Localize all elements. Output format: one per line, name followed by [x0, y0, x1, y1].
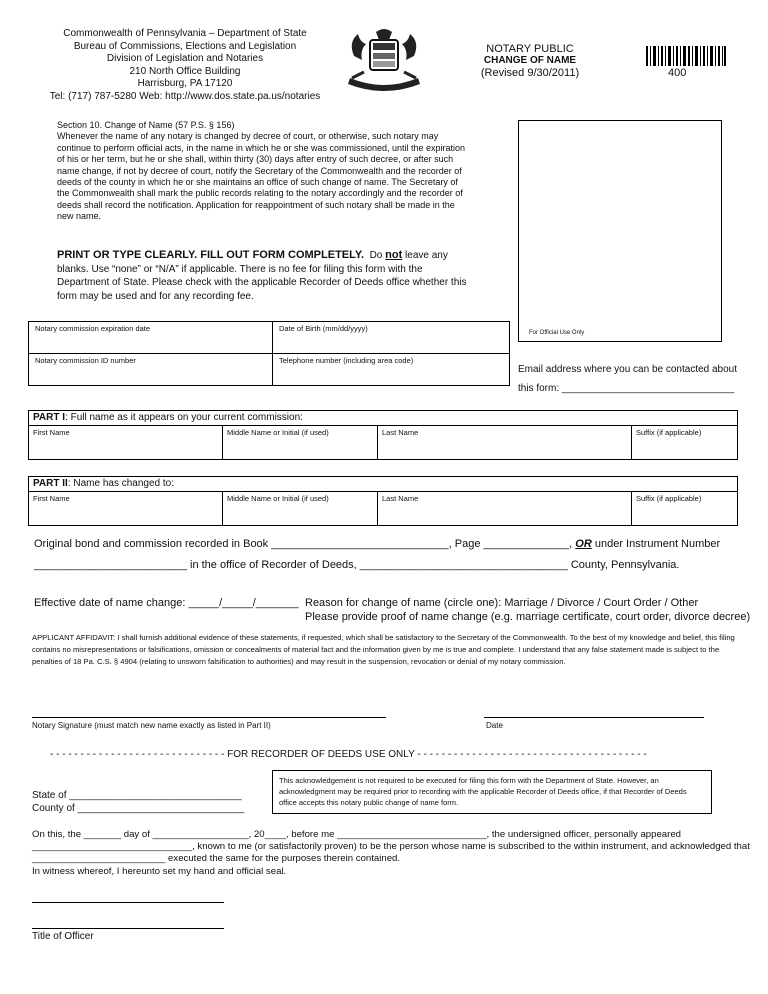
commission-info-grid	[28, 321, 510, 386]
state-of-field[interactable]: State of _______________________________	[32, 790, 242, 801]
part1-middle-name-label: Middle Name or Initial (if used)	[227, 428, 329, 437]
form-title	[470, 43, 590, 79]
bond-line1-a: Original bond and commission recorded in Book _____________________________, Page ______________,	[34, 538, 573, 550]
bond-line1[interactable]	[34, 538, 720, 550]
pennsylvania-seal-icon	[340, 26, 428, 94]
section10-heading: Section 10. Change of Name (57 P.S. § 156)	[57, 120, 235, 130]
expiration-date-label: Notary commission expiration date	[35, 324, 151, 333]
email-field[interactable]	[518, 360, 738, 398]
part2-last-name-label: Last Name	[382, 494, 419, 503]
form-title-line2: CHANGE OF NAME	[483, 55, 577, 66]
part1-table	[28, 410, 738, 460]
part1-suffix-label: Suffix (if applicable)	[636, 428, 702, 437]
notary-signature-line[interactable]	[32, 717, 386, 718]
ack-line2[interactable]: ______________________________, known to me (or satisfactorily proven) to be the person whose name is subscribed to the within instrument, and acknowledged that	[32, 841, 750, 852]
part2-last-name-field[interactable]	[378, 492, 632, 526]
part2-first-name-field[interactable]	[29, 492, 223, 526]
effective-date-field[interactable]: Effective date of name change: _____/_____/_______	[34, 597, 299, 609]
recorder-note-box: This acknowledgement is not required to be executed for filing this form with the Department of State. However, an acknowledgment may be required prior to recording with the applicable Recorder of Deeds office, if that Recorder of Deeds office accepts this notary public change of name form.	[272, 770, 712, 814]
bond-or: OR	[575, 538, 592, 550]
header-line: Harrisburg, PA 17120	[137, 78, 233, 89]
dob-field[interactable]	[273, 322, 509, 354]
date-line[interactable]	[484, 717, 704, 718]
agency-header	[30, 28, 340, 103]
expiration-date-field[interactable]	[29, 322, 273, 354]
header-line: Division of Legislation and Notaries	[106, 53, 264, 64]
part1-first-name-field[interactable]	[29, 426, 223, 460]
form-title-line1: NOTARY PUBLIC	[486, 43, 574, 55]
barcode-icon	[646, 46, 726, 66]
header-line: Commonwealth of Pennsylvania – Department of State	[63, 28, 307, 39]
instructions-not: not	[385, 249, 403, 261]
official-use-box	[518, 120, 722, 342]
part1-last-name-label: Last Name	[382, 428, 419, 437]
notary-signature-label: Notary Signature (must match new name exactly as listed in Part II)	[32, 721, 271, 730]
phone-label: Telephone number (including area code)	[279, 356, 414, 365]
part1-suffix-field[interactable]	[632, 426, 737, 460]
email-label-line2: this form: _______________________________	[518, 383, 735, 394]
part1-header	[29, 411, 737, 426]
part1-row	[29, 426, 737, 460]
section10-body: Whenever the name of any notary is changed by decree of court, or otherwise, such notary may continue to perform official acts, in the name in which he or she was commissioned, until the expiration of his or her term, but he or she shall, within thirty (30) days after entry of such decree, or after such name change, if not by decree of court, notify the Secretary of the Commonwealth and the recorder of deeds of the county in which he or she maintains an office of such change of name. The Secretary of the Commonwealth shall mark the public records relating to the notary accordingly and the recorder of deeds shall record the notification. Application for reappointment of such notary shall be made in the new name.	[57, 131, 466, 222]
header-line: Bureau of Commissions, Elections and Legislation	[73, 40, 297, 52]
bond-line1-b: under Instrument Number	[594, 538, 721, 550]
proof-line: Please provide proof of name change (e.g. marriage certificate, court order, divorce decree)	[305, 611, 751, 623]
email-label: Email address where you can be contacted about	[518, 364, 738, 375]
county-of-field[interactable]: County of ______________________________	[32, 803, 245, 814]
part2-table	[28, 476, 738, 526]
commission-id-field[interactable]	[29, 354, 273, 385]
part2-suffix-label: Suffix (if applicable)	[636, 494, 702, 503]
part2-header	[29, 477, 737, 492]
part2-row	[29, 492, 737, 526]
part2-first-name-label: First Name	[33, 494, 70, 503]
instructions	[57, 249, 477, 303]
recorder-divider: - - - - - - - - - - - - - - - - - - - - - - - - - - - - - FOR RECORDER OF DEEDS USE ONLY - - - - - - - - - - - - - - - - - - - - - - - - - - - - - - - - - - - - - -	[50, 749, 647, 760]
instructions-rest1: leave any blanks.	[57, 250, 448, 275]
applicant-affidavit: APPLICANT AFFIDAVIT: I shall furnish additional evidence of these statements, if requested, which shall be satisfactory to the Secretary of the Commonwealth. To the best of my knowledge and belief, this filing contains no misrepresentations or falsifications, omission or concealments of material fact and the information given by me is true and complete. I understand that any false statement made is subject to the penalties of 18 Pa. C.S. § 4904 (relating to unsworn falsification to authorities) and may result in the suspension, revocation or denial of my notary commission.	[32, 633, 735, 666]
part2-middle-name-label: Middle Name or Initial (if used)	[227, 494, 329, 503]
part1-title: PART I	[33, 412, 66, 423]
date-label: Date	[486, 721, 503, 730]
barcode-number: 400	[668, 67, 687, 79]
part2-subtitle: : Name has changed to:	[67, 478, 175, 489]
part2-middle-name-field[interactable]	[223, 492, 378, 526]
phone-field[interactable]	[273, 354, 509, 385]
reason-line[interactable]: Reason for change of name (circle one): Marriage / Divorce / Court Order / Other	[305, 597, 699, 609]
official-use-label: For Official Use Only	[529, 330, 585, 336]
revision-date: (Revised 9/30/2011)	[480, 67, 580, 79]
part1-subtitle: : Full name as it appears on your current commission:	[65, 412, 303, 423]
part1-first-name-label: First Name	[33, 428, 70, 437]
instructions-do: Do	[369, 250, 383, 261]
ack-line4: In witness whereof, I hereunto set my hand and official seal.	[32, 866, 287, 877]
instructions-bold: PRINT OR TYPE CLEARLY. FILL OUT FORM COMPLETELY.	[57, 249, 365, 261]
instructions-rest2: Use “none” or “N/A” if applicable. There is no fee for filing this form with the Department of State. Please check with the applicable Recorder of Deeds office whether this form may be used and for any recording fee.	[57, 263, 467, 302]
header-line: 210 North Office Building	[129, 65, 241, 77]
title-of-officer-label: Title of Officer	[32, 931, 94, 942]
part1-last-name-field[interactable]	[378, 426, 632, 460]
ack-line1[interactable]: On this, the _______ day of __________________, 20____, before me ____________________________, the undersigned officer, personally appeared	[32, 829, 682, 840]
part1-middle-name-field[interactable]	[223, 426, 378, 460]
officer-title-line[interactable]	[32, 928, 224, 929]
header-line: Tel: (717) 787-5280 Web: http://www.dos.state.pa.us/notaries	[49, 90, 321, 102]
officer-signature-line[interactable]	[32, 902, 224, 903]
dob-label: Date of Birth (mm/dd/yyyy)	[279, 324, 368, 333]
part2-suffix-field[interactable]	[632, 492, 737, 526]
section10	[57, 120, 467, 223]
part2-title: PART II	[33, 478, 68, 489]
bond-line2[interactable]: _________________________ in the office of Recorder of Deeds, __________________________________ County, Pennsylvania.	[34, 559, 680, 571]
ack-line3[interactable]: _________________________ executed the same for the purposes therein contained.	[32, 853, 401, 864]
commission-id-label: Notary commission ID number	[35, 356, 136, 365]
